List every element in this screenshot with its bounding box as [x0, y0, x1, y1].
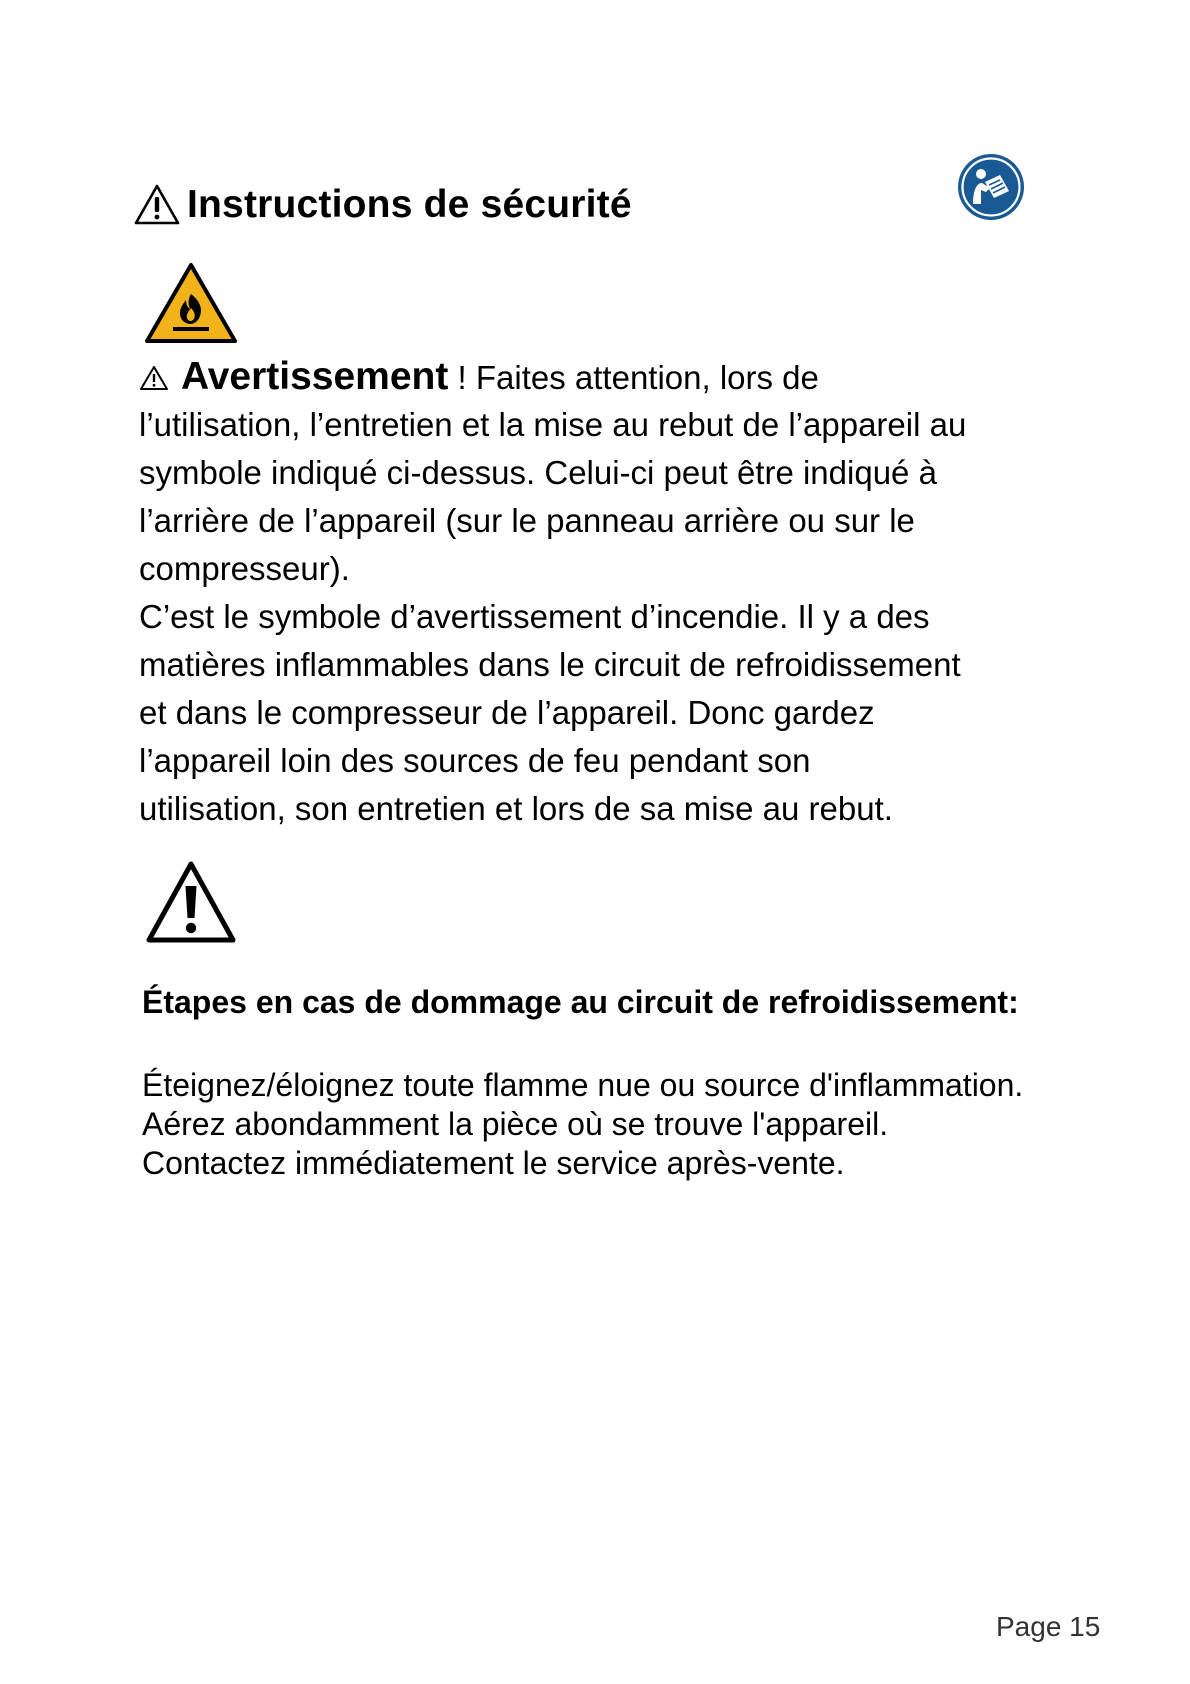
read-manual-icon [956, 152, 1026, 222]
flammable-material-warning-icon [143, 260, 239, 346]
warning-line: compresseur). [139, 550, 350, 587]
warning-line: l’utilisation, l’entretien et la mise au rebut de l’appareil au [139, 406, 967, 443]
step-item: Éteignez/éloignez toute flamme nue ou source d'inflammation. [142, 1067, 1024, 1103]
warning-triangle-small-icon [139, 365, 169, 391]
steps-list [142, 1066, 1023, 1183]
step-item: Contactez immédiatement le service après-vente. [142, 1145, 845, 1181]
warning-line: utilisation, son entretien et lors de sa mise au rebut. [139, 790, 893, 827]
warning-line: et dans le compresseur de l’appareil. Donc gardez [139, 694, 875, 731]
page-number: Page 15 [996, 1611, 1101, 1642]
step-item: Aérez abondamment la pièce où se trouve l'appareil. [142, 1106, 889, 1142]
warning-line: l’appareil loin des sources de feu pendant son [139, 742, 811, 779]
warning-lead-line [139, 353, 1079, 401]
warning-line: symbole indiqué ci-dessus. Celui-ci peut être indiqué à [139, 454, 937, 491]
page-title: Instructions de sécurité [187, 183, 632, 226]
warning-triangle-outline-icon [133, 183, 181, 227]
steps-heading: Étapes en cas de dommage au circuit de refroidissement: [142, 984, 1019, 1020]
warning-paragraph [139, 353, 1079, 833]
warning-line: l’arrière de l’appareil (sur le panneau arrière ou sur le [139, 502, 915, 539]
page-header [133, 180, 632, 230]
warning-line: C’est le symbole d’avertissement d’incendie. Il y a des [139, 598, 930, 635]
warning-lead-text: ! Faites attention, lors de [448, 359, 819, 396]
warning-keyword: Avertissement [181, 355, 449, 398]
exclamation-triangle-icon [143, 858, 239, 948]
warning-line: matières inflammables dans le circuit de refroidissement [139, 646, 961, 683]
